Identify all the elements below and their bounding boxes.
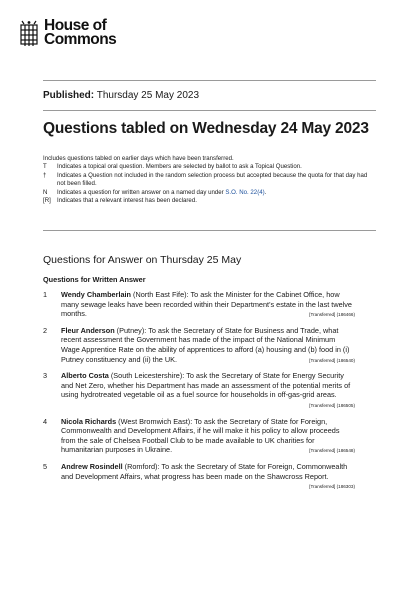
question-reference: [Transferred] (186466) xyxy=(309,312,355,318)
question-text: To ask the Secretary of State for Foreign, Commonwealth and Development Affairs, what progress has been made on the Shawcross Report. xyxy=(61,461,348,481)
question-number: 2 xyxy=(43,325,48,335)
legend-symbol: † xyxy=(43,171,47,179)
question-text: To ask the Minister for the Cabinet Office, how many sewage leaks have been recorded within their Department's estate in the last twelve months. xyxy=(61,290,352,319)
member-name: Nicola Richards xyxy=(61,416,117,426)
member-constituency: (Romford): xyxy=(122,461,162,471)
question-item xyxy=(43,290,355,319)
legend-symbol: N xyxy=(43,188,48,196)
question-number: 3 xyxy=(43,371,48,381)
legend-item-interest xyxy=(43,197,373,206)
question-item xyxy=(43,371,355,409)
symbol-legend xyxy=(43,163,373,206)
member-constituency: (West Bromwich East): xyxy=(116,416,195,426)
member-constituency: (North East Fife): xyxy=(131,290,191,299)
published-label: Published: xyxy=(43,90,95,101)
member-constituency: (Putney): xyxy=(114,325,149,335)
published-divider xyxy=(43,110,376,111)
legend-text: Indicates that a relevant interest has been declared. xyxy=(57,197,197,205)
question-number: 4 xyxy=(43,416,48,426)
question-list xyxy=(43,290,355,498)
question-text: To ask the Secretary of State for Foreign, Commonwealth and Development Affairs, if he will make it his policy to allow proceeds from the sale of Chelsea Football Club to be made available to UK charities for humanitarian purposes in Ukraine. xyxy=(61,416,340,455)
question-number: 1 xyxy=(43,290,48,299)
section-heading: Questions for Answer on Thursday 25 May xyxy=(43,254,242,266)
logo-line-2: Commons xyxy=(44,30,117,48)
question-number: 5 xyxy=(43,461,48,471)
legend-text: Indicates a Question not included in the random selection process but accepted because the quota for that day had not been filled. xyxy=(57,171,368,188)
member-constituency: (South Leicestershire): xyxy=(108,371,187,381)
member-name: Fleur Anderson xyxy=(61,325,115,335)
logo-line-1: House of xyxy=(44,17,107,34)
legend-symbol: [R] xyxy=(43,197,51,205)
published-date: Thursday 25 May 2023 xyxy=(94,90,200,101)
page-title: Questions tabled on Wednesday 24 May 2023 xyxy=(43,120,369,137)
legend-text-end: . xyxy=(264,188,267,196)
subsection-heading: Questions for Written Answer xyxy=(43,275,146,284)
standing-order-link[interactable]: S.O. No. 22(4) xyxy=(225,188,265,196)
question-reference: [Transferred] (186548) xyxy=(309,448,355,454)
question-reference: [Transferred] (186303) xyxy=(309,484,355,490)
question-reference: [Transferred] (186540) xyxy=(309,357,355,363)
logo-wordmark xyxy=(44,19,116,46)
section-divider xyxy=(43,230,376,231)
member-name: Andrew Rosindell xyxy=(61,461,123,471)
legend-item-named-day xyxy=(43,189,373,198)
question-item xyxy=(43,462,355,491)
house-of-commons-logo xyxy=(19,19,116,47)
published-line xyxy=(43,90,199,101)
portcullis-icon xyxy=(19,20,39,47)
legend-symbol: T xyxy=(43,163,47,170)
question-text: To ask the Secretary of State for Business and Trade, what recent assessment the Government has made of the impact of the National Minimum Wage Apprentice Rate on the ability of apprentices to afford (a) housing and (b) food in (i) Putney constituency and (ii) the UK. xyxy=(61,325,350,364)
question-item xyxy=(43,417,355,455)
question-text: To ask the Secretary of State for Energy Security and Net Zero, whether his Department has made an assessment of the potential merits of using hydrotreated vegetable oil as a fuel source for households in off-gas-grid areas. xyxy=(61,371,351,400)
question-reference: [Transferred] (186505) xyxy=(309,402,355,408)
legend-item-topical xyxy=(43,163,373,172)
legend-text: Indicates a question for written answer on a named day under xyxy=(57,188,226,196)
intro-text: Includes questions tabled on earlier days which have been transferred. xyxy=(43,155,234,162)
legend-text: Indicates a topical oral question. Members are selected by ballot to ask a Topical Question. xyxy=(57,163,302,170)
legend-item-not-random xyxy=(43,172,373,189)
top-divider xyxy=(43,80,376,81)
question-item xyxy=(43,326,355,364)
member-name: Alberto Costa xyxy=(61,371,109,381)
member-name: Wendy Chamberlain xyxy=(61,290,132,299)
